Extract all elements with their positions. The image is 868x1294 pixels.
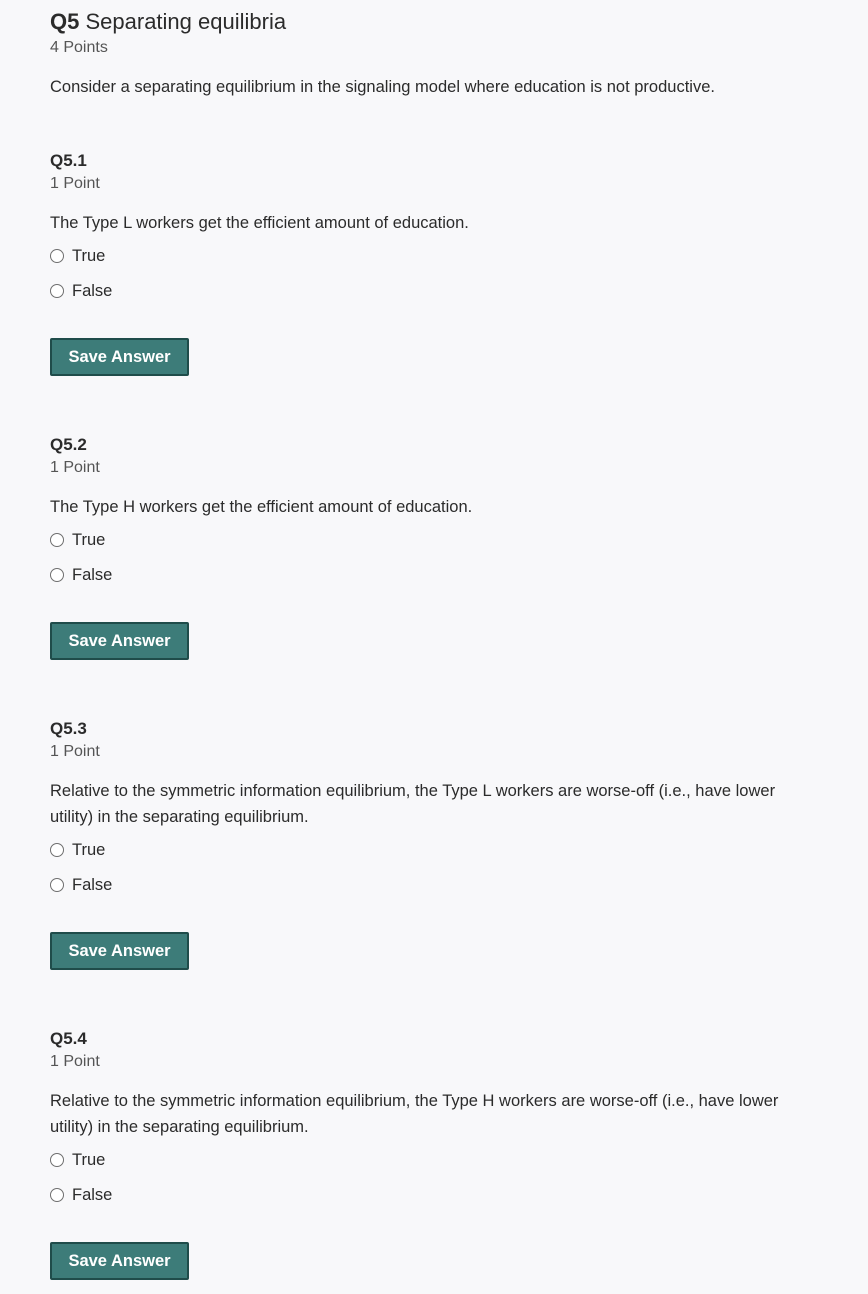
subquestion-points: 1 Point	[50, 459, 100, 476]
subquestion-number: Q5.3	[50, 719, 87, 738]
save-answer-button[interactable]: Save Answer	[50, 622, 189, 660]
subquestion-points: 1 Point	[50, 743, 100, 760]
option-true[interactable]	[50, 839, 105, 861]
option-true[interactable]	[50, 1149, 105, 1171]
radio-button[interactable]	[50, 1188, 64, 1202]
radio-button[interactable]	[50, 533, 64, 547]
option-false[interactable]	[50, 564, 112, 586]
option-label: True	[72, 247, 106, 265]
subquestion-points: 1 Point	[50, 1053, 100, 1070]
radio-button[interactable]	[50, 568, 64, 582]
question-number: Q5	[50, 9, 80, 34]
subquestion-prompt: Relative to the symmetric information equilibrium, the Type L workers are worse-off (i.e., have lower utility) in the separating equilibrium.	[50, 782, 776, 826]
subquestion-points: 1 Point	[50, 175, 100, 192]
option-label: False	[72, 876, 113, 894]
radio-button[interactable]	[50, 284, 64, 298]
radio-button[interactable]	[50, 249, 64, 263]
question-points: 4 Points	[50, 39, 108, 56]
question-title-text: Separating equilibria	[85, 9, 287, 34]
radio-button[interactable]	[50, 1153, 64, 1167]
radio-button[interactable]	[50, 878, 64, 892]
option-label: True	[72, 531, 106, 549]
option-label: False	[72, 1186, 113, 1204]
option-label: True	[72, 1151, 106, 1169]
option-false[interactable]	[50, 1184, 112, 1206]
question-intro: Consider a separating equilibrium in the signaling model where education is not productive.	[50, 78, 715, 96]
subquestion-prompt: The Type L workers get the efficient amount of education.	[50, 214, 469, 232]
subquestion-number: Q5.4	[50, 1029, 87, 1048]
subquestion-number: Q5.2	[50, 435, 87, 454]
subquestion-prompt: Relative to the symmetric information equilibrium, the Type H workers are worse-off (i.e., have lower utility) in the separating equilibrium.	[50, 1092, 779, 1136]
option-label: True	[72, 841, 106, 859]
option-false[interactable]	[50, 874, 112, 896]
subquestion-number: Q5.1	[50, 151, 87, 170]
question-title	[50, 9, 286, 35]
option-label: False	[72, 282, 113, 300]
radio-button[interactable]	[50, 843, 64, 857]
option-false[interactable]	[50, 280, 112, 302]
option-true[interactable]	[50, 245, 105, 267]
save-answer-button[interactable]: Save Answer	[50, 1242, 189, 1280]
option-label: False	[72, 566, 113, 584]
save-answer-button[interactable]: Save Answer	[50, 932, 189, 970]
subquestion-prompt: The Type H workers get the efficient amount of education.	[50, 498, 473, 516]
save-answer-button[interactable]: Save Answer	[50, 338, 189, 376]
option-true[interactable]	[50, 529, 105, 551]
